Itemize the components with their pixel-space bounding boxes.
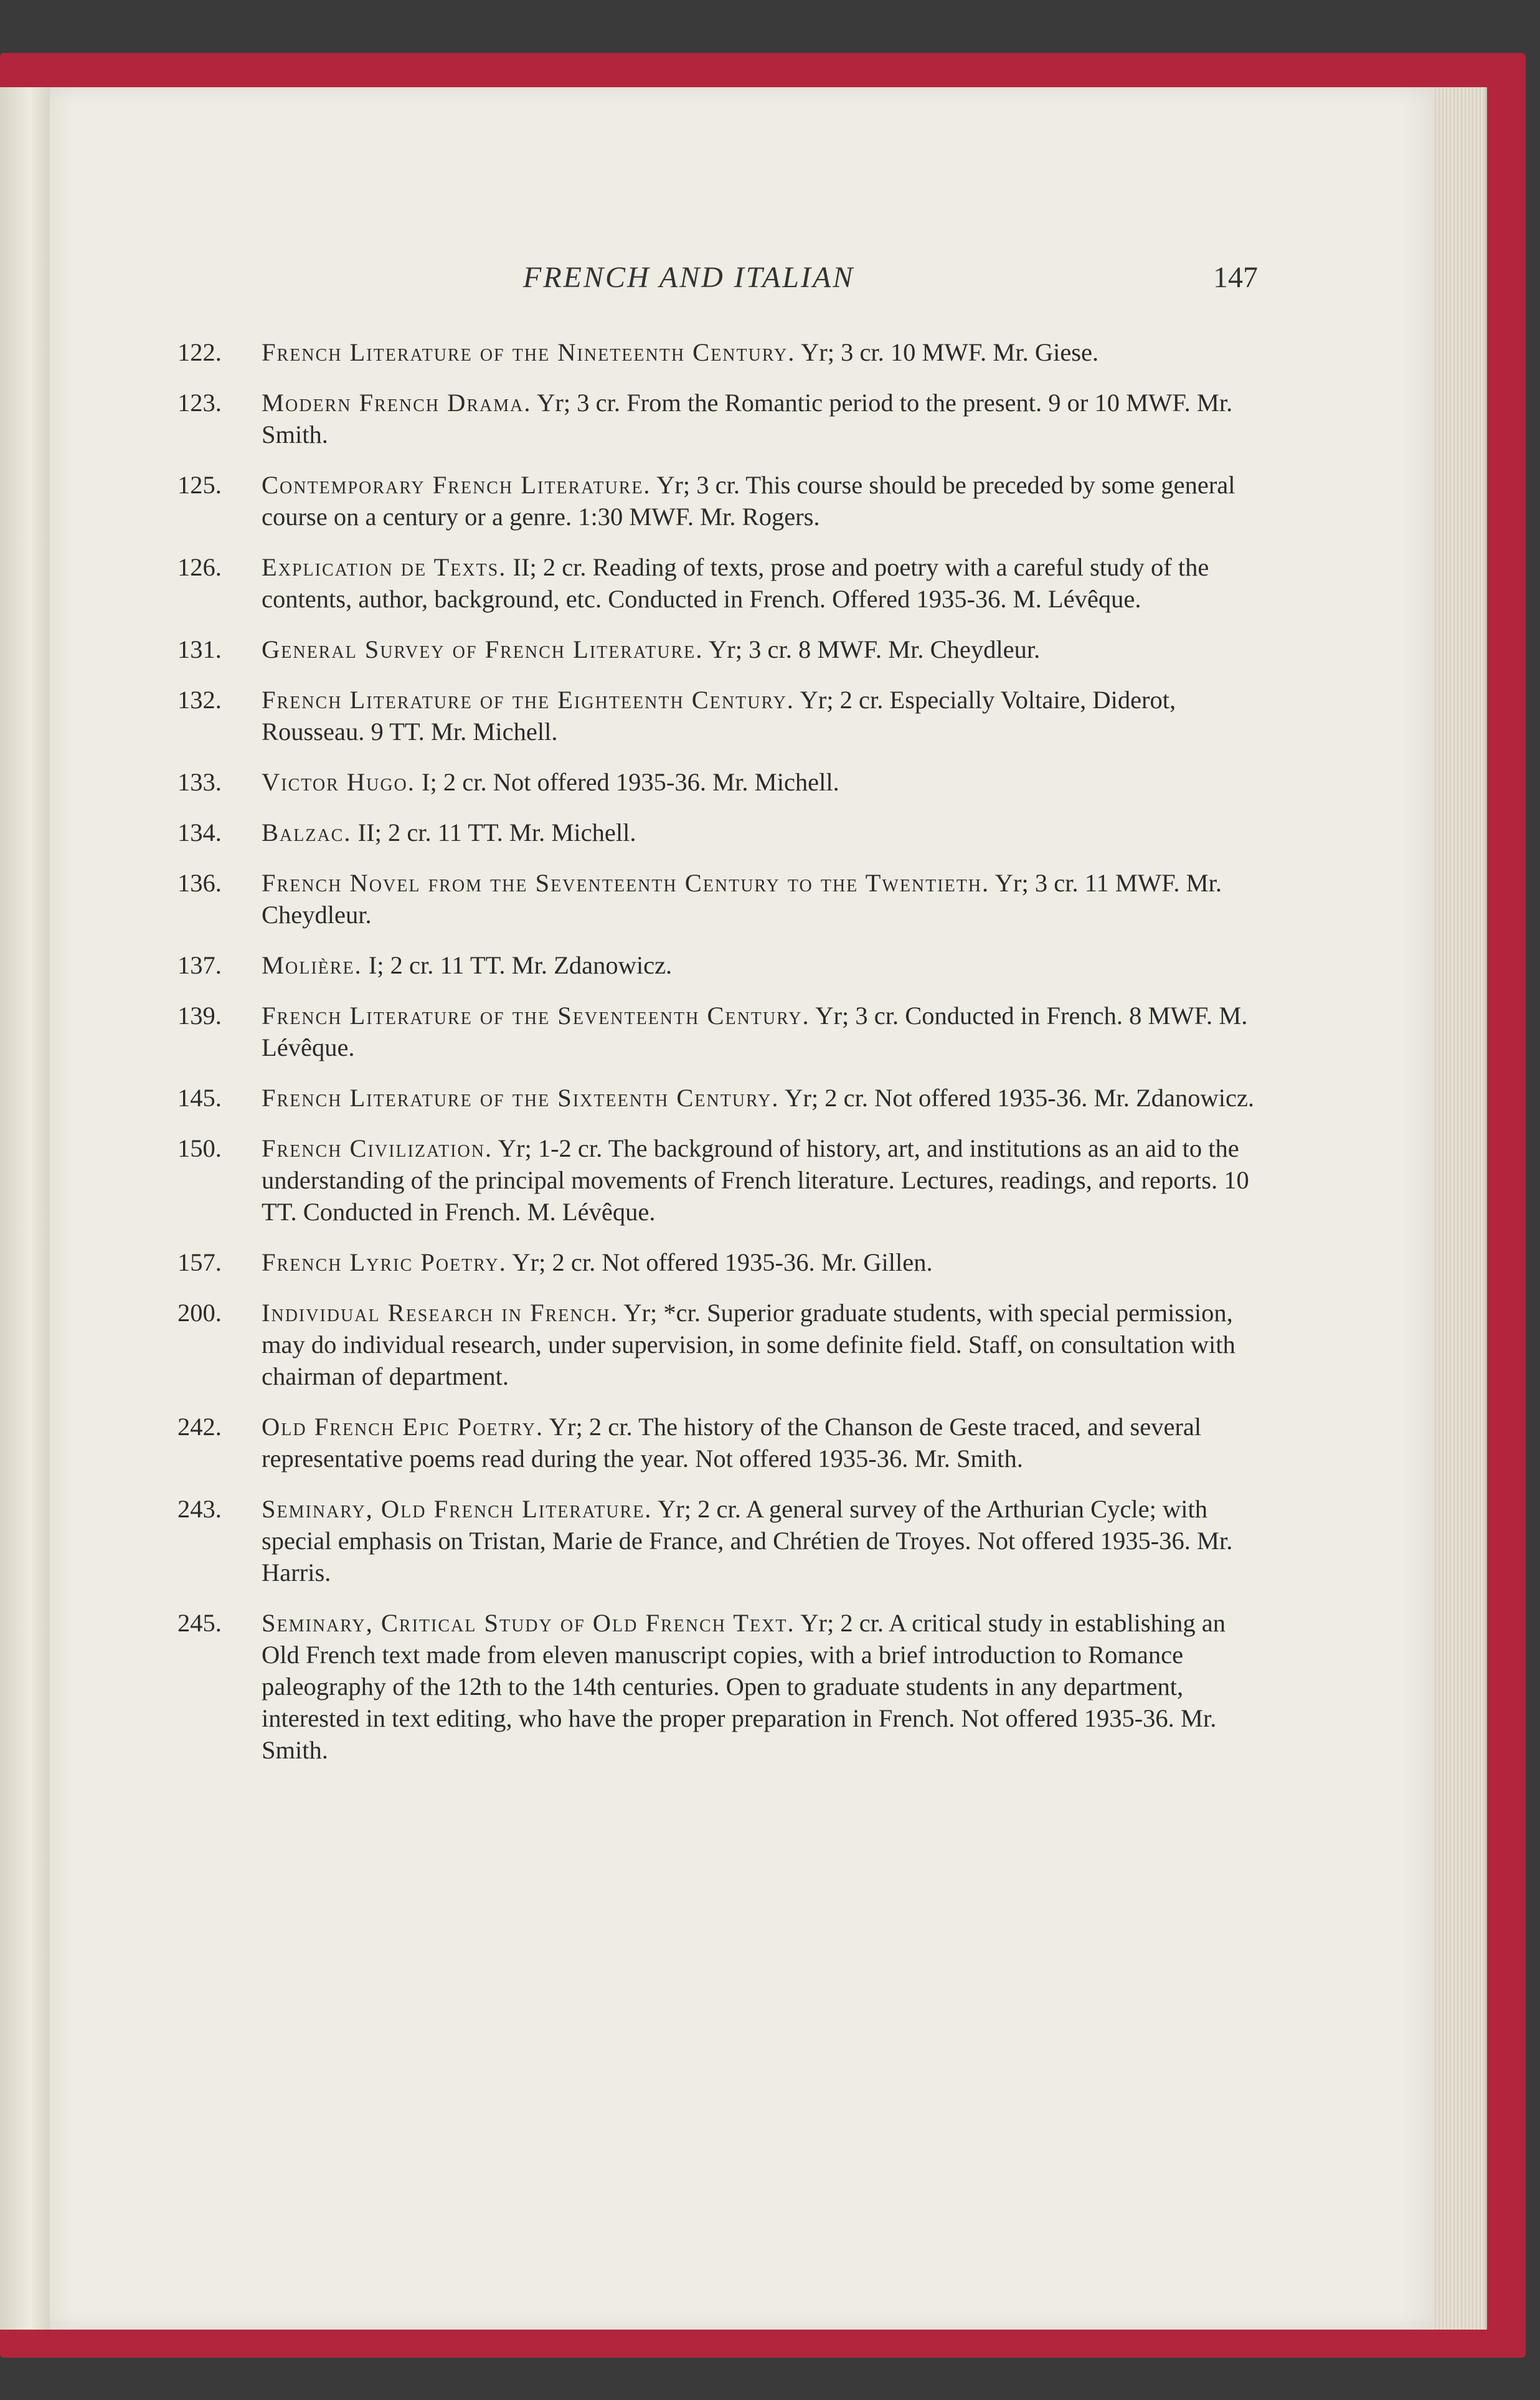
course-entry — [177, 867, 1261, 931]
course-title: French Literature of the Eighteenth Century. — [262, 686, 795, 714]
course-title: French Literature of the Seventeenth Century. — [262, 1002, 810, 1030]
course-title: Modern French Drama. — [262, 389, 532, 417]
course-entry — [177, 1246, 1261, 1278]
course-title: Seminary, Old French Literature. — [262, 1495, 653, 1523]
course-number: 242. — [177, 1413, 222, 1441]
course-number: 132. — [177, 686, 222, 714]
page-number: 147 — [1213, 261, 1258, 294]
course-title: Balzac. — [262, 818, 352, 847]
course-description: I; 2 cr. 11 TT. Mr. Zdanowicz. — [368, 951, 673, 979]
course-entry — [177, 336, 1261, 368]
page-header — [224, 260, 1258, 304]
course-number: 136. — [177, 869, 222, 897]
course-number: 145. — [177, 1084, 222, 1112]
course-title: French Literature of the Nineteenth Century. — [262, 338, 796, 366]
course-entry — [177, 1000, 1261, 1063]
course-description: Yr; *cr. Superior graduate students, with special permission, may do individual research, under supervision, in some definite field. Staff, on consultation with chairman of department. — [262, 1299, 1235, 1390]
left-page-edge — [0, 87, 50, 2330]
course-description: Yr; 3 cr. Conducted in French. 8 MWF. M. Lévêque. — [262, 1002, 1248, 1061]
course-title: French Novel from the Seventeenth Century to the Twentieth. — [262, 869, 990, 897]
course-description: II; 2 cr. Reading of texts, prose and poetry with a careful study of the contents, author, background, etc. Conducted in French. Offered 1935-36. M. Lévêque. — [262, 553, 1209, 613]
course-number: 133. — [177, 768, 222, 796]
course-title: General Survey of French Literature. — [262, 635, 704, 663]
course-description: I; 2 cr. Not offered 1935-36. Mr. Michell. — [422, 768, 839, 796]
course-description: Yr; 2 cr. Not offered 1935-36. Mr. Gillen. — [512, 1248, 933, 1276]
course-entry — [177, 766, 1261, 798]
course-entry — [177, 633, 1261, 665]
course-description: Yr; 2 cr. A general survey of the Arthurian Cycle; with special emphasis on Tristan, Marie de France, and Chrétien de Troyes. Not offered 1935-36. Mr. Harris. — [262, 1495, 1233, 1587]
course-list — [177, 336, 1261, 1785]
course-number: 157. — [177, 1248, 222, 1276]
course-description: Yr; 2 cr. The history of the Chanson de Geste traced, and several representative poems read during the year. Not offered 1935-36. Mr. Smith. — [262, 1413, 1202, 1473]
running-title: FRENCH AND ITALIAN — [523, 261, 855, 294]
course-number: 126. — [177, 553, 222, 581]
course-number: 123. — [177, 389, 222, 417]
course-entry — [177, 949, 1261, 981]
course-entry — [177, 817, 1261, 848]
course-description: Yr; 3 cr. 8 MWF. Mr. Cheydleur. — [709, 635, 1041, 663]
course-title: French Literature of the Sixteenth Century. — [262, 1084, 780, 1112]
course-entry — [177, 387, 1261, 450]
course-title: Old French Epic Poetry. — [262, 1413, 544, 1441]
course-number: 245. — [177, 1609, 222, 1637]
course-number: 200. — [177, 1299, 222, 1327]
course-title: Molière. — [262, 951, 362, 979]
course-title: French Lyric Poetry. — [262, 1248, 507, 1276]
course-entry — [177, 1297, 1261, 1392]
course-number: 125. — [177, 471, 222, 499]
course-entry — [177, 1411, 1261, 1474]
course-entry — [177, 1132, 1261, 1228]
course-title: Explication de Texts. — [262, 553, 507, 581]
course-description: Yr; 3 cr. This course should be preceded by some general course on a century or a genre. 1:30 MWF. Mr. Rogers. — [262, 471, 1235, 531]
course-number: 139. — [177, 1002, 222, 1030]
course-entry — [177, 1607, 1261, 1766]
course-description: Yr; 3 cr. 10 MWF. Mr. Giese. — [800, 338, 1099, 366]
course-title: Seminary, Critical Study of Old French Text. — [262, 1609, 795, 1637]
course-description: Yr; 2 cr. Especially Voltaire, Diderot, Rousseau. 9 TT. Mr. Michell. — [262, 686, 1176, 746]
course-number: 122. — [177, 338, 222, 366]
page-block-edge — [1432, 87, 1487, 2330]
course-title: Individual Research in French. — [262, 1299, 618, 1327]
course-entry — [177, 684, 1261, 747]
course-number: 134. — [177, 818, 222, 847]
course-title: Contemporary French Literature. — [262, 471, 651, 499]
course-description: Yr; 3 cr. 11 MWF. Mr. Cheydleur. — [262, 869, 1222, 929]
course-entry — [177, 551, 1261, 615]
course-number: 137. — [177, 951, 222, 979]
course-description: Yr; 1-2 cr. The background of history, art, and institutions as an aid to the understanding of the principal movements of French literature. Lectures, readings, and reports. 10 TT. Conducted in French. M. Lévêque. — [262, 1134, 1249, 1226]
course-number: 131. — [177, 635, 222, 663]
course-number: 150. — [177, 1134, 222, 1162]
course-description: II; 2 cr. 11 TT. Mr. Michell. — [357, 818, 636, 847]
course-number: 243. — [177, 1495, 222, 1523]
course-entry — [177, 469, 1261, 533]
course-description: Yr; 3 cr. From the Romantic period to the present. 9 or 10 MWF. Mr. Smith. — [262, 389, 1233, 448]
course-entry — [177, 1082, 1261, 1114]
course-entry — [177, 1493, 1261, 1588]
course-title: French Civilization. — [262, 1134, 493, 1162]
course-description: Yr; 2 cr. Not offered 1935-36. Mr. Zdanowicz. — [785, 1084, 1255, 1112]
course-title: Victor Hugo. — [262, 768, 415, 796]
course-description: Yr; 2 cr. A critical study in establishing an Old French text made from eleven manuscript copies, with a brief introduction to Romance paleography of the 12th to the 14th centuries. Open to graduate students in any department, interested in text editing, who have the proper preparation in French. Not offered 1935-36. Mr. Smith. — [262, 1609, 1226, 1764]
